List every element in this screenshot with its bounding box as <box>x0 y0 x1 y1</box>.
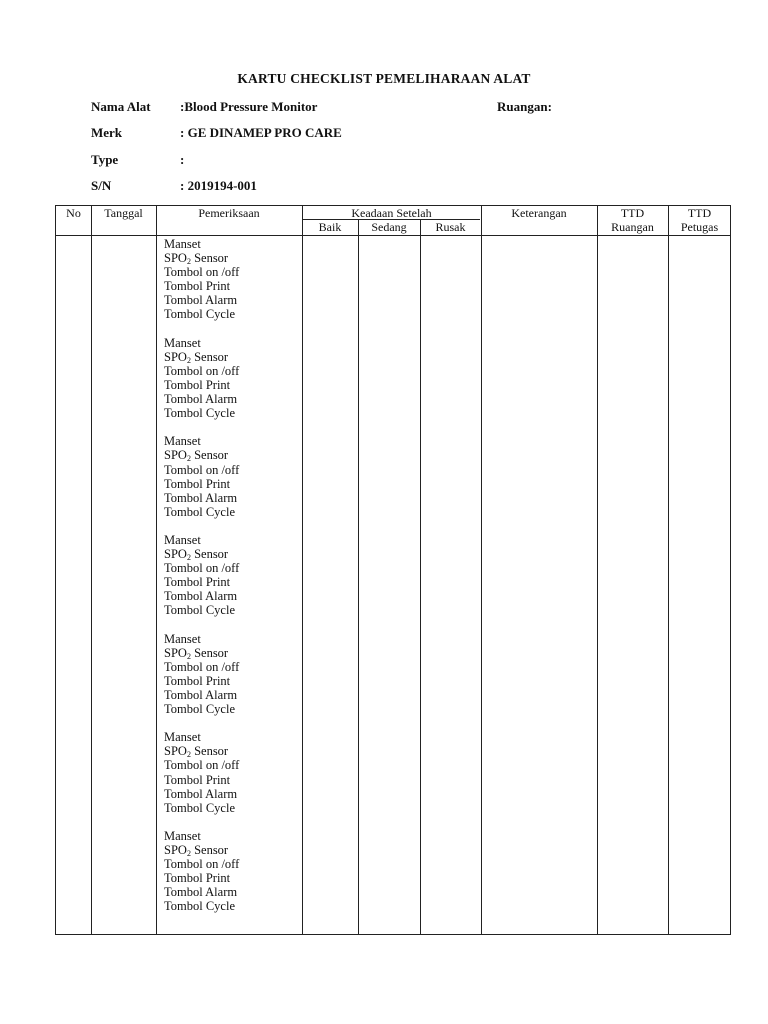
nama-alat-label: Nama Alat <box>91 99 151 114</box>
col-divider <box>358 220 359 934</box>
checklist-table <box>55 205 731 935</box>
spo2-prefix: SPO <box>164 843 187 858</box>
item-tombol-alarm: Tombol Alarm <box>164 885 238 900</box>
item-spo2-sensor <box>164 646 239 660</box>
item-tombol-cycle: Tombol Cycle <box>164 800 235 815</box>
spo2-suffix: Sensor <box>190 843 229 858</box>
checklist-group <box>164 632 239 717</box>
header-keadaan-setelah: Keadaan Setelah <box>351 206 432 220</box>
spo2-prefix: SPO <box>164 349 187 364</box>
checklist-group <box>164 730 239 815</box>
item-tombol-cycle: Tombol Cycle <box>164 504 235 519</box>
item-spo2-sensor <box>164 251 239 265</box>
item-tombol-onoff: Tombol on /off <box>164 659 240 674</box>
header-ttd-petugas-line2: Petugas <box>680 220 719 234</box>
spo2-subscript: 2 <box>186 257 191 267</box>
item-tombol-onoff: Tombol on /off <box>164 758 240 773</box>
page-title: KARTU CHECKLIST PEMELIHARAAN ALAT <box>237 71 531 86</box>
item-tombol-onoff: Tombol on /off <box>164 265 240 280</box>
header-ttd-ruangan <box>597 206 668 234</box>
item-tombol-alarm: Tombol Alarm <box>164 589 238 604</box>
header-baik: Baik <box>318 220 342 234</box>
sn-value: : 2019194-001 <box>180 178 257 193</box>
item-manset: Manset <box>164 237 201 251</box>
spo2-subscript: 2 <box>186 651 191 661</box>
header-ttd-ruangan-line2: Ruangan <box>611 220 654 234</box>
spo2-suffix: Sensor <box>190 744 229 759</box>
item-manset: Manset <box>164 730 201 745</box>
header-divider <box>56 235 730 236</box>
item-manset: Manset <box>164 631 201 646</box>
item-tombol-print: Tombol Print <box>164 772 231 787</box>
spo2-subscript: 2 <box>186 553 191 563</box>
spo2-prefix: SPO <box>164 645 187 660</box>
item-tombol-alarm: Tombol Alarm <box>164 786 238 801</box>
header-keterangan: Keterangan <box>511 206 567 220</box>
checklist-group <box>164 237 239 322</box>
header-no: No <box>66 206 81 220</box>
header-tanggal: Tanggal <box>104 206 143 220</box>
item-tombol-onoff: Tombol on /off <box>164 857 240 872</box>
spo2-suffix: Sensor <box>190 645 229 660</box>
item-tombol-print: Tombol Print <box>164 871 231 886</box>
col-divider <box>302 206 303 934</box>
item-manset: Manset <box>164 828 201 843</box>
item-tombol-onoff: Tombol on /off <box>164 561 240 576</box>
header-ttd-ruangan-line1: TTD <box>620 206 645 220</box>
spo2-prefix: SPO <box>164 251 187 266</box>
item-manset: Manset <box>164 434 201 449</box>
item-tombol-print: Tombol Print <box>164 673 231 688</box>
spo2-prefix: SPO <box>164 547 187 562</box>
item-tombol-alarm: Tombol Alarm <box>164 293 238 308</box>
item-spo2-sensor <box>164 843 239 857</box>
spo2-subscript: 2 <box>186 750 191 760</box>
item-tombol-alarm: Tombol Alarm <box>164 490 238 505</box>
col-divider <box>156 206 157 934</box>
item-tombol-alarm: Tombol Alarm <box>164 688 238 702</box>
merk-value: : GE DINAMEP PRO CARE <box>180 125 342 140</box>
col-divider <box>91 206 92 934</box>
spo2-prefix: SPO <box>164 448 187 463</box>
spo2-subscript: 2 <box>186 454 191 464</box>
ruangan-label: Ruangan: <box>497 99 552 114</box>
item-tombol-cycle: Tombol Cycle <box>164 307 235 322</box>
col-divider <box>420 220 421 934</box>
header-pemeriksaan: Pemeriksaan <box>198 206 260 220</box>
item-spo2-sensor <box>164 350 239 364</box>
nama-alat-value: :Blood Pressure Monitor <box>180 99 318 114</box>
item-tombol-cycle: Tombol Cycle <box>164 603 235 618</box>
item-tombol-print: Tombol Print <box>164 377 231 392</box>
item-tombol-cycle: Tombol Cycle <box>164 702 235 717</box>
col-divider <box>668 206 669 934</box>
item-tombol-print: Tombol Print <box>164 575 231 590</box>
header-ttd-petugas-line1: TTD <box>687 206 712 220</box>
item-tombol-onoff: Tombol on /off <box>164 363 240 378</box>
item-manset: Manset <box>164 532 201 547</box>
sn-label: S/N <box>91 178 112 193</box>
spo2-suffix: Sensor <box>190 547 229 562</box>
header-ttd-petugas <box>668 206 731 234</box>
type-value: : <box>180 152 185 167</box>
checklist-group <box>164 533 239 618</box>
item-manset: Manset <box>164 335 201 350</box>
item-spo2-sensor <box>164 448 239 462</box>
item-tombol-onoff: Tombol on /off <box>164 462 240 477</box>
checklist-group <box>164 336 239 421</box>
item-spo2-sensor <box>164 744 239 758</box>
spo2-suffix: Sensor <box>190 349 229 364</box>
item-tombol-cycle: Tombol Cycle <box>164 899 235 914</box>
header-rusak: Rusak <box>435 220 466 234</box>
spo2-subscript: 2 <box>186 849 191 859</box>
spo2-suffix: Sensor <box>190 251 229 266</box>
spo2-subscript: 2 <box>186 355 191 365</box>
merk-label: Merk <box>91 125 123 140</box>
checklist-group <box>164 434 239 519</box>
item-tombol-print: Tombol Print <box>164 279 231 294</box>
spo2-suffix: Sensor <box>190 448 229 463</box>
pemeriksaan-list <box>164 237 239 928</box>
item-tombol-print: Tombol Print <box>164 476 231 491</box>
item-tombol-alarm: Tombol Alarm <box>164 392 238 407</box>
item-tombol-cycle: Tombol Cycle <box>164 406 235 421</box>
type-label: Type <box>91 152 119 167</box>
header-sedang: Sedang <box>371 220 407 234</box>
item-spo2-sensor <box>164 547 239 561</box>
col-divider <box>597 206 598 934</box>
spo2-prefix: SPO <box>164 744 187 759</box>
col-divider <box>481 206 482 934</box>
checklist-group <box>164 829 239 914</box>
